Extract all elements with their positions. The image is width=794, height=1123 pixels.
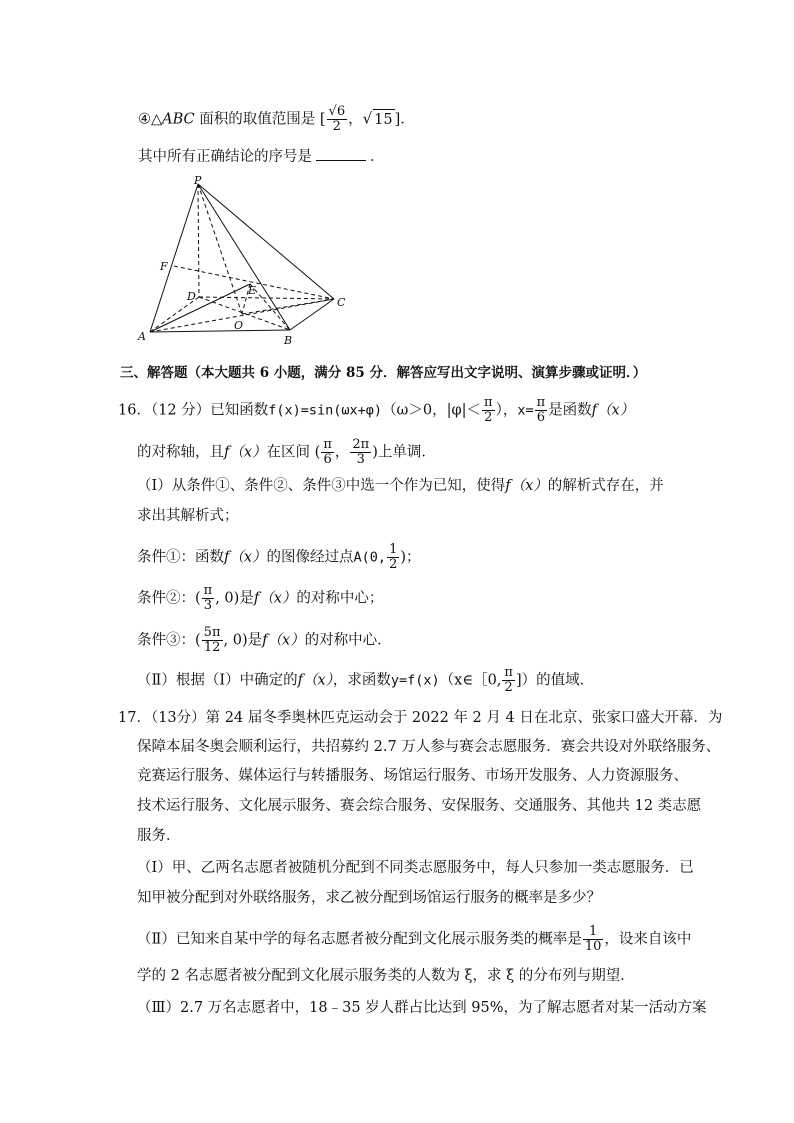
segment-PO: [198, 184, 242, 314]
q17-line-2: 保障本届冬奥会顺利运行，共招募约 2.7 万人参与赛会志愿服务．赛会共设对外联络服务、: [137, 739, 721, 755]
question-number: 17．: [118, 710, 151, 726]
fraction-pi-over-3: $\frac{\pi}{3}$: [203, 583, 213, 613]
label-P: P: [194, 174, 202, 187]
fraction-1-over-10: $\frac{1}{10}$: [584, 924, 602, 954]
pyramid-figure: [130, 172, 360, 352]
condition-2: 条件②：( $\frac{\pi}{3}$ , 0)是f（x）的对称中心；: [137, 583, 384, 613]
q16-line-1: 16．（12 分）已知函数f(x)=sin(ωx+φ)（ω＞0，|φ|＜ $\frac{\pi}{2}$ ），x= $\frac{\pi}{6}$ 是函数f（x）: [118, 395, 635, 425]
answer-blank[interactable]: [316, 146, 366, 161]
item-4-text: 面积的取值范围是 [: [194, 111, 326, 128]
q16-part-1-line-1: （Ⅰ）从条件①、条件②、条件③中选一个作为已知，使得f（x）的解析式存在，并: [137, 478, 664, 494]
sqrt-sign: √: [362, 109, 373, 128]
triangle-symbol: △: [151, 111, 163, 128]
label-O: O: [234, 319, 244, 332]
condition-3: 条件③：( $\frac{5\pi}{12}$ , 0)是f（x）的对称中心．: [137, 625, 392, 655]
fraction-2pi-over-3: $\frac{2\pi}{3}$: [352, 437, 370, 467]
edge-PC: [198, 184, 334, 299]
fraction-5pi-over-12: $\frac{5\pi}{12}$: [203, 625, 221, 655]
edge-AB: [150, 330, 290, 332]
q17-part-2-line-2: 学的 2 名志愿者被分配到文化展示服务类的人数为 ξ，求 ξ 的分布列与期望．: [137, 968, 635, 984]
q17-part-1-line-1: （Ⅰ）甲、乙两名志愿者被随机分配到不同类志愿服务中，每人只参加一类志愿服务．已: [137, 860, 694, 876]
q16-part-2: （Ⅱ）根据（Ⅰ）中确定的f（x），求函数y=f(x)（x∈［0, $\frac{\pi}{2}$ ]）的值域．: [137, 665, 595, 695]
fraction-pi-over-2: $\frac{\pi}{2}$: [504, 665, 513, 695]
label-D: D: [187, 290, 196, 303]
label-B: B: [284, 334, 293, 347]
question-number: 16．: [118, 402, 151, 419]
q17-part-2-line-1: （Ⅱ）已知来自某中学的每名志愿者被分配到文化展示服务类的概率是 $\frac{1}{10}$ ，设来自该中: [137, 924, 692, 954]
q17-line-3: 竞赛运行服务、媒体运行与转播服务、场馆运行服务、市场开发服务、人力资源服务、: [137, 768, 688, 784]
fraction-pi-over-6: $\frac{\pi}{6}$: [323, 437, 332, 467]
q17-part-1-line-2: 知甲被分配到对外联络服务，求乙被分配到场馆运行服务的概率是多少？: [137, 890, 601, 906]
fraction-pi-over-2: $\frac{\pi}{2}$: [484, 395, 493, 425]
label-A: A: [138, 330, 146, 343]
sqrt-15: 15: [373, 109, 394, 130]
circled-number-4: ④: [138, 111, 151, 128]
fraction-pi-over-6: $\frac{\pi}{6}$: [536, 395, 546, 425]
fraction-sqrt6-over-2: $\frac{√6}{2}$: [328, 104, 346, 134]
segment-OC: [242, 299, 334, 314]
q17-part-3-line-1: （Ⅲ）2.7 万名志愿者中，18﹣35 岁人群占比达到 95%，为了解志愿者对某一活动方案: [137, 1000, 707, 1016]
label-E: E: [248, 284, 257, 297]
q17-line-5: 服务．: [137, 828, 181, 844]
triangle-name: ABC: [162, 111, 195, 128]
edge-BC: [290, 299, 334, 330]
q16-line-2: 的对称轴，且f（x）在区间 ( $\frac{\pi}{6}$ ， $\frac{2\pi}{3}$ )上单调．: [137, 437, 436, 467]
edge-PD: [198, 184, 199, 297]
q17-line-1: 17．（13分）第 24 届冬季奥林匹克运动会于 2022 年 2 月 4 日在北京、张家口盛大开幕．为: [118, 710, 723, 726]
label-F: F: [160, 260, 168, 273]
fraction-1-over-2: $\frac{1}{2}$: [389, 542, 398, 572]
q16-part-1-line-2: 求出其解析式；: [137, 508, 239, 524]
answer-prompt: 其中所有正确结论的序号是 ．: [138, 146, 385, 167]
q17-line-4: 技术运行服务、文化展示服务、赛会综合服务、安保服务、交通服务、其他共 12 类志愿: [137, 798, 702, 814]
edge-PA: [150, 184, 198, 332]
label-C: C: [337, 296, 346, 309]
item-4-line: ④△ABC 面积的取值范围是 [ $\frac{√6}{2}$ ，√ 15 ]．: [138, 104, 415, 134]
section-3-heading: 三、解答题（本大题共 6 小题，满分 85 分．解答应写出文字说明、演算步骤或证明．）: [120, 365, 647, 381]
condition-1: 条件①：函数f（x）的图像经过点A(0, $\frac{1}{2}$ )；: [137, 542, 421, 572]
